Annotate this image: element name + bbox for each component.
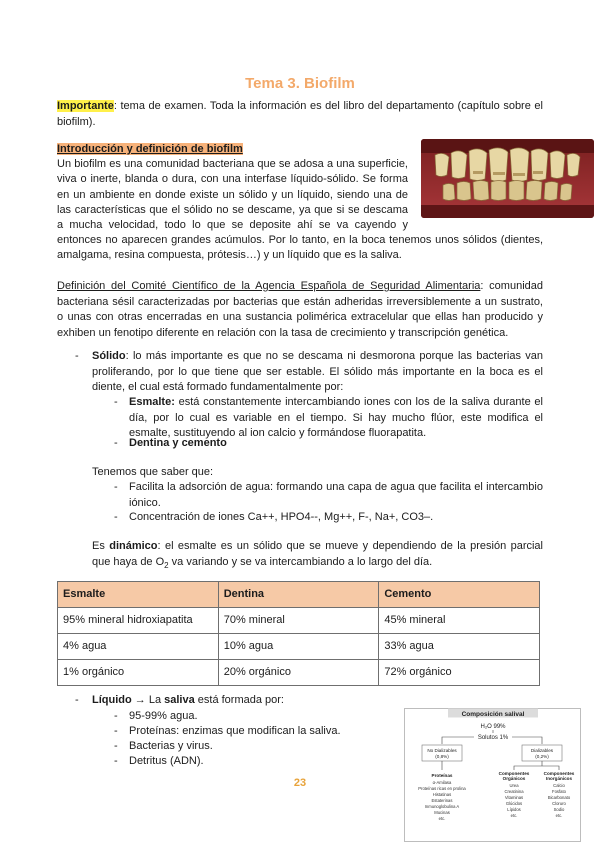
diagram-water: H₂O 99%: [480, 724, 506, 730]
dentin-label-text: Dentina y cemento: [129, 437, 227, 449]
table-cell: 1% orgánico: [58, 660, 219, 686]
liquid-item-bullet: -: [114, 725, 118, 737]
diagram-col2-title: Orgánicos: [502, 776, 526, 781]
diagram-col3-item: etc.: [555, 813, 563, 818]
definition-paragraph: [57, 279, 543, 341]
liquid-item: Proteínas: enzimas que modifican la saliva.: [129, 725, 341, 737]
liquid-saliva: saliva: [164, 694, 195, 706]
page-title: Tema 3. Biofilm: [245, 75, 355, 92]
definition-label: Definición del Comité Científico de la Agencia Española de Seguridad Alimentaria: [57, 280, 481, 292]
diagram-col2-item: etc.: [510, 813, 518, 818]
diagram-col1-item: Mucinas: [434, 810, 450, 815]
table-header: Cemento: [379, 582, 540, 608]
know-heading: Tenemos que saber que:: [92, 466, 214, 478]
page-number: 23: [293, 777, 307, 789]
enamel-label: Esmalte:: [129, 396, 175, 408]
solid-bullet: -: [75, 350, 79, 362]
diagram-col3-item: Cloruro: [552, 801, 566, 806]
solid-paragraph: [92, 349, 543, 396]
liquid-item-bullet: -: [114, 710, 118, 722]
composition-table: [57, 581, 540, 686]
diagram-col2-item: Lípidos: [507, 807, 521, 812]
know-item-2: Concentración de iones Ca++, HPO4--, Mg++, F-, Na+, CO3–.: [129, 511, 434, 523]
diagram-col1-item: Estaterinas: [431, 798, 453, 803]
diagram-col1-item: Inmunoglobulina A: [424, 804, 460, 809]
table-header-row: [58, 582, 540, 608]
diagram-left-box-2: (0,8%): [435, 754, 449, 759]
dynamic-paragraph: [92, 539, 543, 573]
dynamic-sub: 2: [164, 560, 169, 570]
liquid-item: Detritus (ADN).: [129, 755, 204, 767]
diagram-col3-item: Calcio: [553, 783, 565, 788]
enamel-bullet: -: [114, 396, 118, 408]
important-text: : tema de examen. Toda la información es del libro del departamento (capítulo sobre el biofilm).: [57, 100, 543, 128]
diagram-col3-title: Inorgánicos: [545, 776, 573, 781]
dynamic-text-a: : el esmalte es un sólido que se mueve y dependiendo de la presión parcial que haya de O: [92, 540, 543, 568]
liquid-item: Bacterias y virus.: [129, 740, 213, 752]
diagram-right-box-1: Dializables: [530, 748, 554, 753]
diagram-col3-title: Componentes: [543, 771, 575, 776]
table-row: [58, 608, 540, 634]
diagram-col2-item: Glúcidos: [505, 801, 523, 806]
diagram-col2-item: Creatinina: [504, 789, 524, 794]
diagram-left-box-1: No Dializables: [427, 748, 457, 753]
intro-heading-text: Introducción y definición de biofilm: [57, 143, 243, 155]
diagram-col3-item: Sodio: [553, 807, 565, 812]
intro-line-4: las características que el sólido no se descame, ya que si se descama: [57, 204, 408, 216]
diagram-col2-title: Componentes: [498, 771, 530, 776]
liquid-item-bullet: -: [114, 755, 118, 767]
liquid-arrow: → La: [131, 694, 165, 706]
solid-label: Sólido: [92, 350, 126, 362]
diagram-col3-item: Bicarbonato: [547, 795, 571, 800]
know-item-1: Facilita la adsorción de agua: formando una capa de agua que facilita el intercambio iónico.: [129, 481, 543, 509]
diagram-right-box-2: (0,2%): [535, 754, 549, 759]
intro-line-1: Un biofilm es una comunidad bacteriana que se adosa a una superficie,: [57, 158, 408, 170]
intro-line-5: a mucha velocidad, todo lo que se deposite ahí se va cayendo y: [57, 219, 408, 231]
diagram-col2-item: Vitaminas: [504, 795, 524, 800]
know-bullet-1: -: [114, 481, 118, 493]
liquid-item-bullet: -: [114, 740, 118, 752]
table-header: Esmalte: [58, 582, 219, 608]
dynamic-label: dinámico: [109, 540, 158, 552]
table-cell: 72% orgánico: [379, 660, 540, 686]
liquid-line: [92, 693, 284, 709]
dentin-bullet: -: [114, 437, 118, 449]
table-header: Dentina: [218, 582, 379, 608]
enamel-paragraph: [129, 395, 543, 442]
diagram-col1-title: Proteínas: [431, 773, 453, 778]
important-label: Importante: [57, 100, 114, 112]
dynamic-prefix: Es: [92, 540, 110, 552]
diagram-col1-item: Proteínas ricas en prolina: [418, 786, 466, 791]
enamel-text: está constantemente intercambiando iones con los de la saliva durante el día, por lo cual es variable en el tiempo. Si hay mucho flúor, este modifica el esmalte, sustituyendo al ion calcio y formándose fluorapatita.: [129, 396, 543, 439]
solid-text: : lo más importante es que no se descama ni desmorona porque las bacterias van proliferando, por lo que tiene que ser estable. El sólido más importante en la boca es el diente, el cual está formado fundamentalmente por:: [92, 350, 543, 393]
intro-line-2: viva o inerte, blanda o dura, con una interfase líquido-sólido. Se forma: [57, 173, 408, 185]
definition-text: : comunidad bacteriana sésil caracterizadas por bacterias que están adheridas irreversiblemente a un sustrato, o unas con otras encerradas en una sustancia polimérica extracelular que ellas han producido y exhiben un fenotipo diferente en relación con la tasa de crecimiento y transcripción genética.: [57, 280, 543, 339]
table-cell: 33% agua: [379, 634, 540, 660]
diagram-col1-item: Histatinas: [432, 792, 452, 797]
liquid-label: Líquido: [92, 694, 132, 706]
saliva-composition-diagram: [404, 708, 581, 842]
liquid-rest: está formada por:: [194, 694, 284, 706]
table-cell: 4% agua: [58, 634, 219, 660]
table-cell: 45% mineral: [379, 608, 540, 634]
diagram-col1-item: α-Amilasa: [432, 780, 452, 785]
liquid-bullet: -: [75, 694, 79, 706]
dentin-label: [129, 436, 227, 452]
diagram-solutes: Solutos 1%: [477, 735, 509, 741]
table-cell: 10% agua: [218, 634, 379, 660]
intro-line-6: entonces no aparecen grandes acúmulos. Por lo tanto, en la boca tenemos unos sólidos (dientes,: [57, 234, 543, 246]
table-cell: 70% mineral: [218, 608, 379, 634]
dynamic-text-b: va variando y se va intercambiando a lo largo del día.: [168, 555, 433, 568]
diagram-col1-item: etc.: [438, 816, 446, 821]
liquid-item: 95-99% agua.: [129, 710, 198, 722]
intro-line-7: amalgama, resina compuesta, prótesis…) y un líquido que es la saliva.: [57, 249, 402, 261]
know-bullet-2: -: [114, 511, 118, 523]
diagram-title: Composición salival: [461, 711, 525, 718]
intro-line-3: en un ambiente en donde existe un sólido y un líquido, siendo una de: [57, 189, 408, 201]
diagram-col2-item: Urea: [509, 783, 519, 788]
teeth-photo: [421, 139, 594, 218]
diagram-col3-item: Fosfato: [552, 789, 566, 794]
table-row: [58, 634, 540, 660]
important-note: [57, 99, 543, 130]
table-row: [58, 660, 540, 686]
table-cell: 95% mineral hidroxiapatita: [58, 608, 219, 634]
intro-heading: [57, 142, 243, 158]
table-cell: 20% orgánico: [218, 660, 379, 686]
